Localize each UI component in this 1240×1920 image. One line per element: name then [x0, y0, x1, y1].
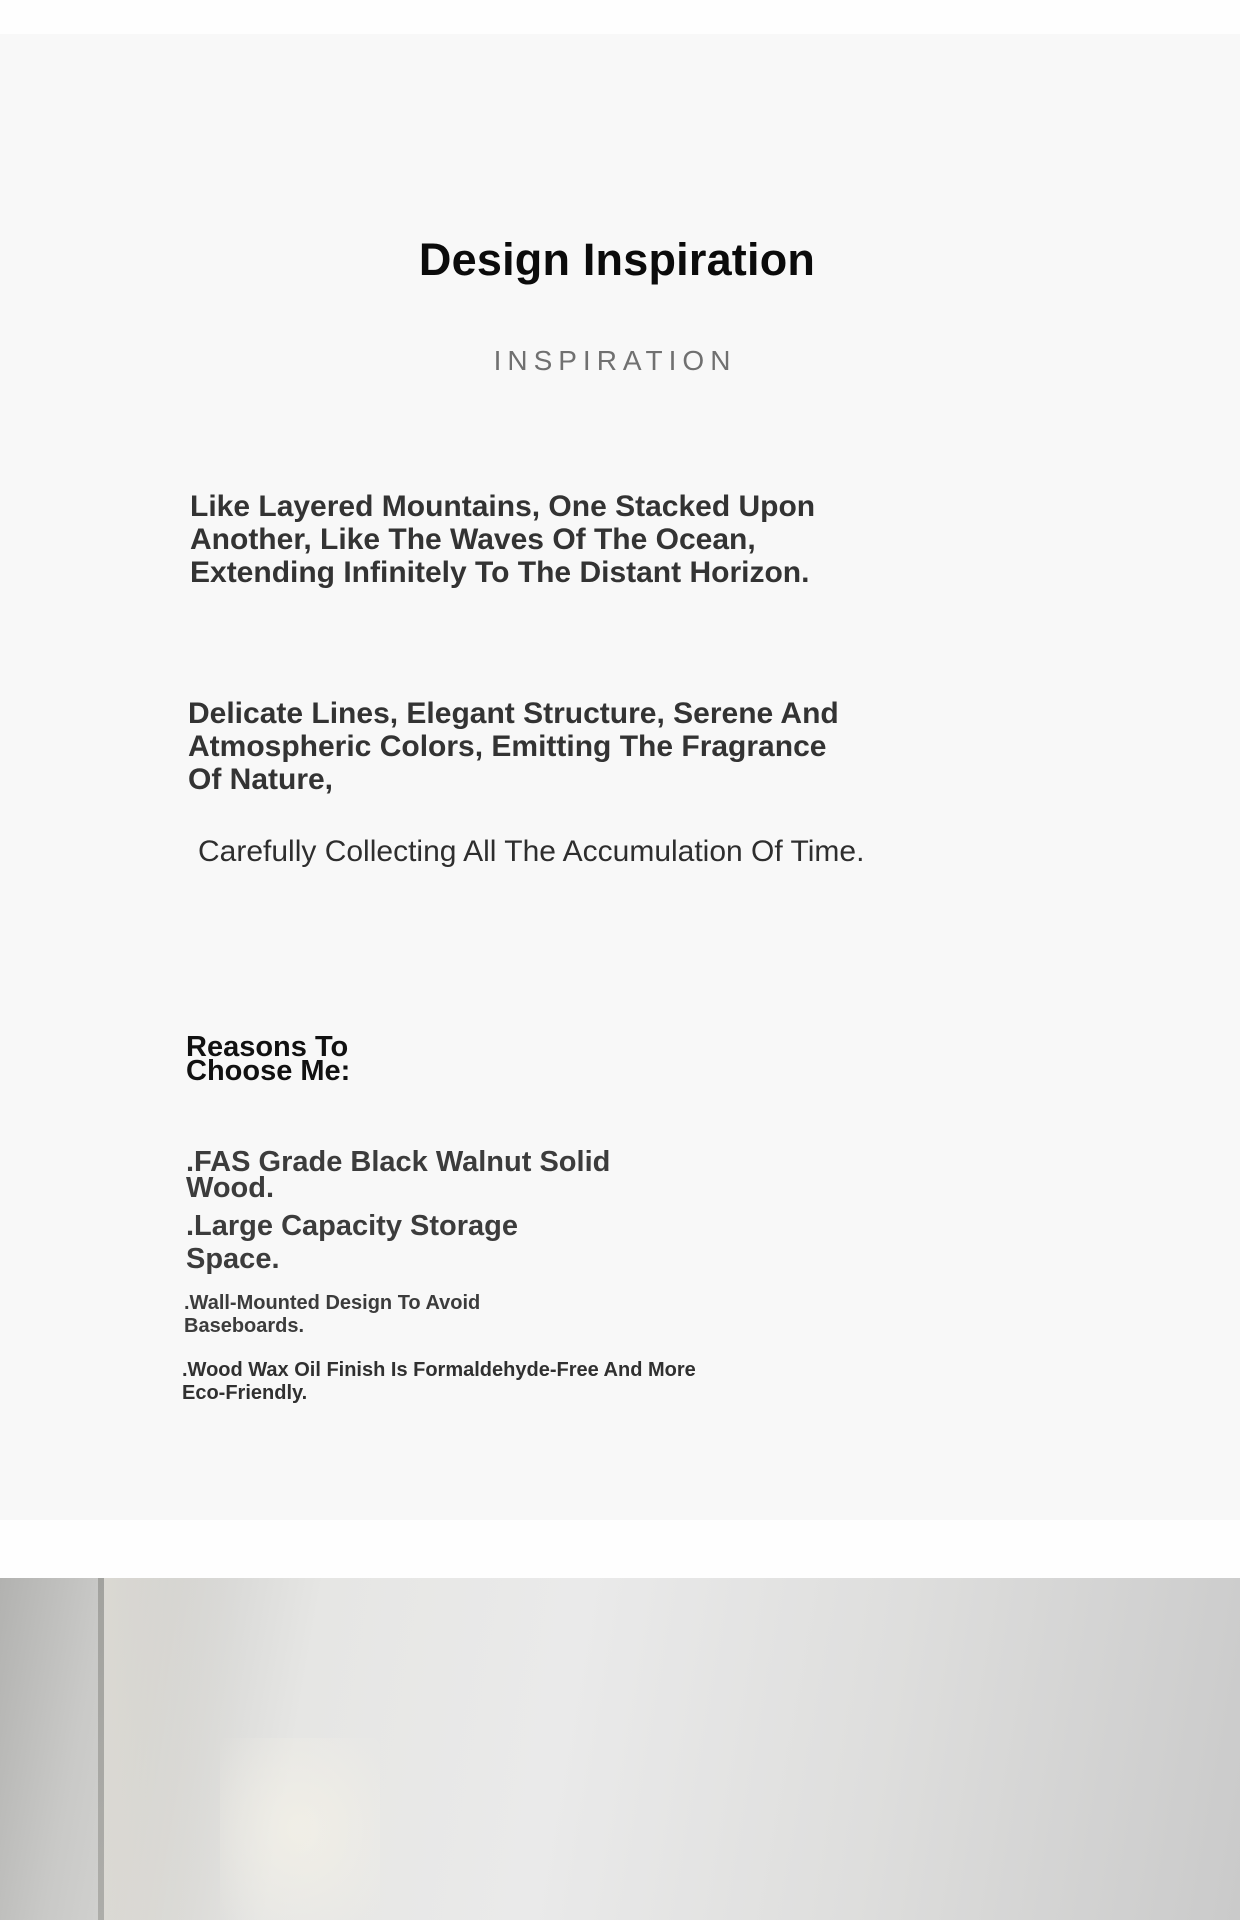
- description-paragraph-3: Carefully Collecting All The Accumulation Of Time.: [198, 835, 865, 868]
- product-photo: [0, 1578, 1240, 1920]
- furniture-glow: [220, 1738, 380, 1920]
- reason-item: .FAS Grade Black Walnut Solid Wood.: [186, 1146, 611, 1204]
- reasons-heading: Reasons To Choose Me:: [186, 1031, 351, 1087]
- reason-item: .Wood Wax Oil Finish Is Formaldehyde-Free And More Eco-Friendly.: [182, 1359, 696, 1404]
- description-paragraph-2: Delicate Lines, Elegant Structure, Serene And Atmospheric Colors, Emitting The Fragrance Of Nature,: [188, 697, 839, 796]
- reason-item: .Wall-Mounted Design To Avoid Baseboards.: [184, 1292, 481, 1337]
- page-title: Design Inspiration: [418, 234, 816, 285]
- description-paragraph-1: Like Layered Mountains, One Stacked Upon Another, Like The Waves Of The Ocean, Extending Infinitely To The Distant Horizon.: [190, 490, 816, 589]
- page-subtitle: INSPIRATION: [493, 345, 737, 376]
- reason-item: .Large Capacity Storage Space.: [186, 1210, 518, 1275]
